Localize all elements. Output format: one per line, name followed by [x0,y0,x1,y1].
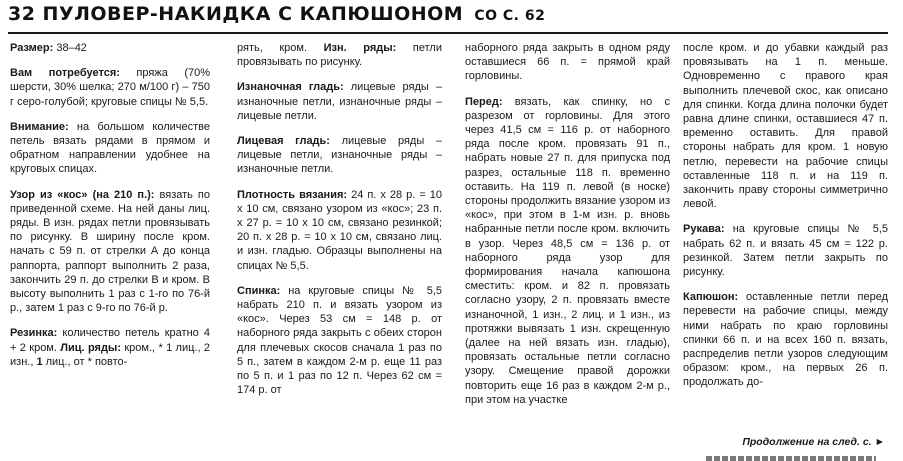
rib-cont-text-b: петли провязывать по рисунку. [237,42,442,69]
rib-rows-label: Лиц. ряды: [60,341,121,354]
braid-pattern-paragraph [10,188,210,316]
title-page-ref: СО С. 62 [474,8,546,24]
column-2 [237,41,442,397]
rib-bold-number: 1 [36,355,43,368]
back-cont-text: наборного ряда закрыть в одном ряду оставшиеся 66 п. = прямой край горловины. [465,42,670,83]
page-header [8,2,888,34]
continued-note-text: Продолжение на след. с. [742,436,872,448]
sleeves-paragraph [683,222,888,279]
front-label: Перед: [465,95,503,108]
hood-text: оставленные петли перед перевести на рабочие спицы, между ними набрать по краю горловины спинки 66 п. и на всех 160 п. вязать, распределив петли узоров следующим образом: кром., на первых 26 п. продолжать до- [683,291,888,389]
reverse-stockinette-paragraph [237,80,442,123]
rib-text-b: кром., * 1 лиц., 2 изн., [10,341,211,368]
column-1 [10,41,210,369]
sleeves-text: на круговые спицы № 5,5 набрать 62 п. и вязать 45 см = 122 р. резинкой. Затем петли закрыть по рисунку. [683,223,888,279]
size-label: Размер: [10,42,54,54]
gauge-label: Плотность вязания: [237,188,348,201]
continued-next-page-note [742,436,885,448]
braid-pattern-label: Узор из «кос» (на 210 п.): [10,188,155,201]
hood-label: Капюшон: [683,291,739,304]
column-3 [465,41,670,407]
size-paragraph [10,41,210,55]
back-label: Спинка: [237,284,281,297]
back-text: на круговые спицы № 5,5 набрать 210 п. и вязать узором из «кос». Через 53 см = 148 р. от наборного ряда закрыть с обеих сторон для плечевых скосов сначала 1 раз по 5 п., затем в каждом 2-м р. еще 11 раз по 5 п. и 1 раз по 12 п. Через 62 см = 174 р. от [237,284,442,397]
reverse-stockinette-label: Изнаночная гладь: [237,81,344,94]
cropped-footer-strip [706,456,876,461]
braid-pattern-text: вязать по приведенной схеме. На ней даны лиц. ряды. В изн. рядах петли провязывать по рисунку. В ширину после кром. начать с 59 п. от стрелки А до конца раппорта, раппорт выполнить 2 раза, закончить 29 п. до стрелки В и кром. В высоту выполнить 1 раз с 1-го по 76-й р., затем 1 раз с 9-го по 76-й р. [10,188,210,315]
stockinette-paragraph [237,134,442,177]
materials-paragraph [10,66,210,109]
rib-continuation [237,41,442,69]
rib-text-c: лиц., от * повто- [42,355,128,368]
front-continuation [683,41,888,211]
reverse-stockinette-text: лицевые ряды – изнаночные петли, изнаночные ряды – лицевые петли. [237,81,442,122]
attention-text: на большом количестве петель вязать рядами в прямом и обратном направлении удобнее на круговых спицах. [10,120,210,176]
front-cont-text: после кром. и до убавки каждый раз провязывать на 1 п. меньше. Одновременно с правого края выполнить плечевой скос, как описано для спинки. Когда длина полочки будет равна длине спинки, оставшиеся 47 п. временно оставить. Для правой стороны набрать для кром. 1 новую петлю, перевести на рабочие спицы оставленные 118 п. и на 119 п. закончить праву стороны симметрично левой. [683,42,888,211]
gauge-paragraph [237,188,442,273]
materials-text: пряжа (70% шерсти, 30% шелка; 270 м/100 г) – 750 г серо-голубой; круговые спицы № 5,5. [10,67,210,108]
rib-paragraph [10,326,210,369]
sleeves-label: Рукава: [683,223,725,236]
purl-rows-label: Изн. ряды: [323,42,397,54]
stockinette-text: лицевые ряды – лицевые петли, изнаночные ряды – изнаночные петли. [237,135,442,176]
gauge-text: 24 п. х 28 р. = 10 х 10 см, связано узором из «кос»; 23 п. х 27 р. = 10 х 10 см, связано резинкой; 20 п. х 28 р. = 10 х 10 см, связано лиц. и изн. гладью. Образцы выполнены на спицах № 5,5. [237,188,442,272]
front-paragraph [465,95,670,407]
back-paragraph [237,284,442,398]
back-continuation [465,41,670,84]
title-text: 32 ПУЛОВЕР-НАКИДКА С КАПЮШОНОМ [8,3,464,25]
front-text: вязать, как спинку, но с разрезом от горловины. Для этого через 41,5 см = 116 р. от наборного ряда после кром. провязать 91 п., набрать новые 27 п. для припуска под разрез, остальные 118 п. временно оставить. На 119 п. левой (в носке) стороны продолжить вязание узором из «кос», при этом в 1-м изн. р. вновь набранные петли после кром. включить в узор. Через 48,5 см = 136 р. от наборного ряда узор для формирования начала капюшона сместить: кром. и 82 п. провязать согласно узору, 2 п. провязать вместе изнаночной, 1 изн., 2 лиц. и 1 изн., из протяжки вывязать 1 изн. скрещенную (далее на ней вязать изн. гладью), провязать остальные петли согласно узору. Смещение правой дорожки повторить еще 16 раз в каждом 2-м р., при этом на участке [465,95,670,406]
hood-paragraph [683,290,888,389]
rib-label: Резинка: [10,327,58,340]
column-4 [683,41,888,390]
materials-label: Вам потребуется: [10,67,120,80]
page-title [8,3,545,25]
rib-text-a: количество петель кратно 4 + 2 кром. [10,327,210,354]
triangle-right-icon: ► [874,436,885,448]
attention-paragraph [10,120,210,177]
attention-label: Внимание: [10,120,69,133]
size-text: 38–42 [53,42,87,54]
rib-cont-text-a: рять, кром. [237,42,324,54]
stockinette-label: Лицевая гладь: [237,135,330,148]
